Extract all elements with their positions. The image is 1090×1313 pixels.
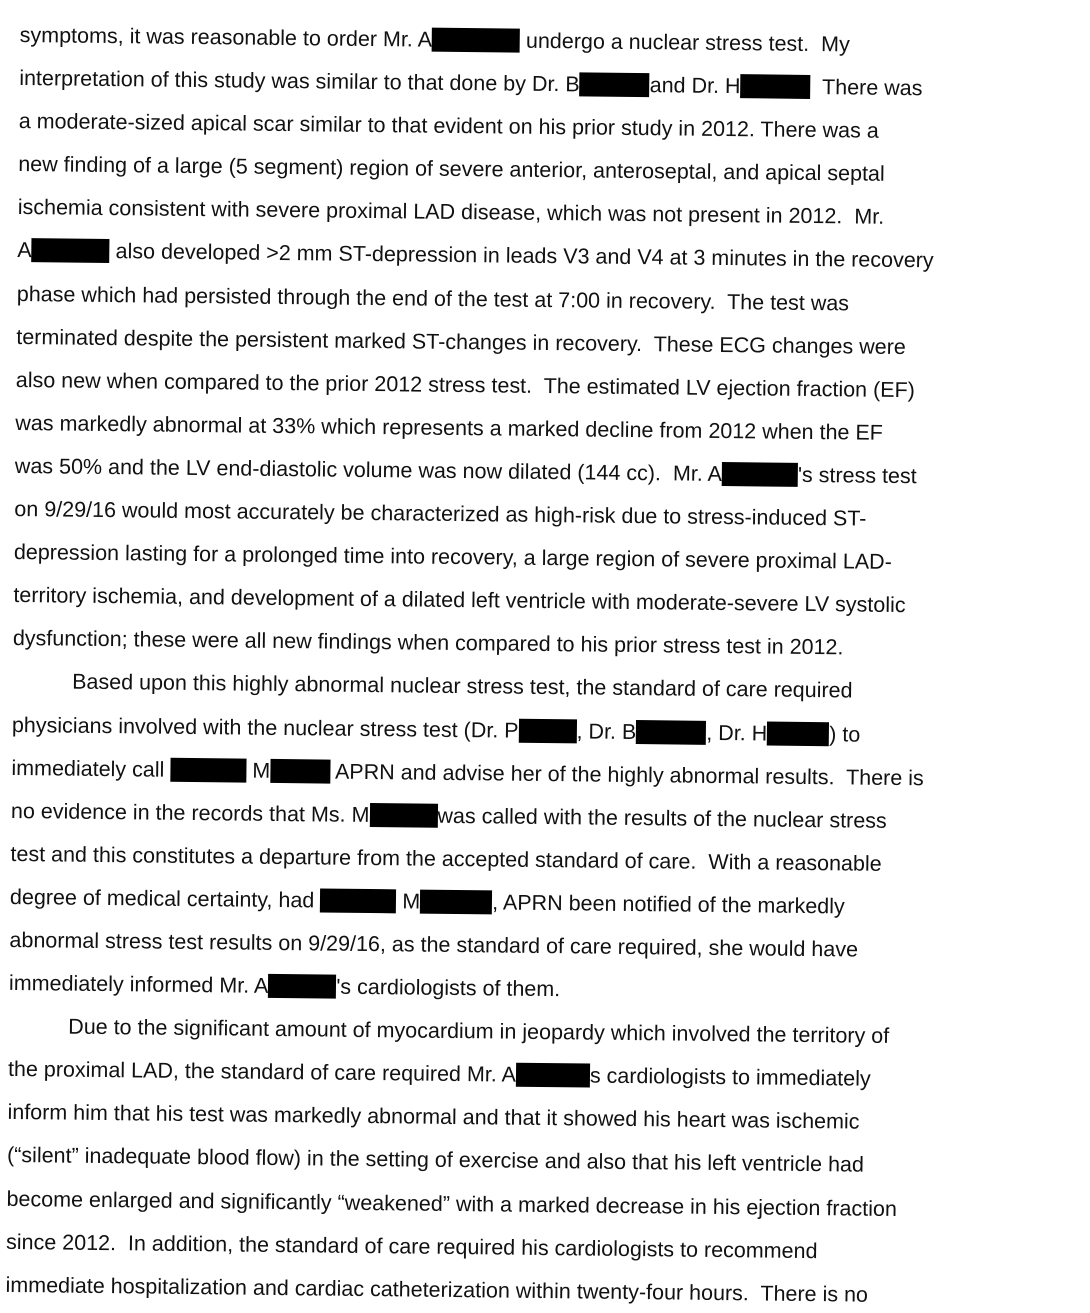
redaction-box: [767, 721, 829, 746]
text-segment: 's cardiologists of them.: [336, 974, 561, 1002]
text-segment: was markedly abnormal at 33% which represents a marked decline from 2012 when the EF: [15, 410, 884, 445]
text-segment: undergo a nuclear stress test. My: [519, 28, 850, 57]
text-segment: no evidence in the records that Ms. M: [10, 798, 370, 827]
text-segment: since 2012. In addition, the standard of care required his cardiologists to recommend: [5, 1229, 818, 1263]
text-segment: also new when compared to the prior 2012 stress test. The estimated LV ejection fraction (EF): [15, 367, 916, 402]
redaction-box: [518, 718, 576, 743]
paragraph-p1: [13, 14, 1082, 672]
text-segment: depression lasting for a prolonged time into recovery, a large region of severe proximal LAD-: [13, 540, 892, 575]
redaction-box: [740, 74, 810, 99]
text-segment: symptoms, it was reasonable to order Mr. A: [19, 22, 433, 52]
text-segment: A: [17, 238, 32, 263]
paragraph-p2: [9, 660, 1075, 1017]
text-segment: was 50% and the LV end-diastolic volume was now dilated (144 cc). Mr. A: [14, 453, 723, 486]
text-segment: a moderate-sized apical scar similar to that evident on his prior study in 2012. There was a: [18, 109, 879, 143]
redaction-box: [722, 462, 798, 487]
text-segment: abnormal stress test results on 9/29/16, as the standard of care required, she would have: [9, 927, 859, 962]
text-segment: immediately informed Mr. A: [8, 971, 269, 998]
redaction-box: [170, 757, 246, 782]
redaction-box: [420, 889, 492, 914]
text-segment: dysfunction; these were all new findings when compared to his prior stress test in 2012.: [12, 626, 844, 660]
text-segment: APRN and advise her of the highly abnormal results. There is: [330, 759, 924, 790]
redaction-box: [636, 720, 706, 745]
text-segment: immediately call: [11, 755, 171, 782]
text-segment: physicians involved with the nuclear stress test (Dr. P: [11, 712, 519, 743]
redaction-box: [516, 1063, 590, 1088]
text-segment: on 9/29/16 would most accurately be characterized as high-risk due to stress-induced ST-: [14, 497, 867, 531]
text-segment: degree of medical certainty, had: [9, 884, 321, 913]
text-segment: inform him that his test was markedly abnormal and that it showed his heart was ischemic: [7, 1100, 860, 1134]
paragraph-p3: [5, 1005, 1070, 1313]
text-segment: Based upon this highly abnormal nuclear stress test, the standard of care required: [12, 669, 853, 703]
redaction-box: [268, 974, 336, 999]
text-segment: the proximal LAD, the standard of care required Mr. A: [7, 1057, 517, 1087]
text-segment: territory ischemia, and development of a dilated left ventricle with moderate-severe LV systolic: [13, 583, 906, 618]
redaction-box: [369, 803, 437, 828]
text-segment: M: [396, 889, 421, 914]
text-segment: interpretation of this study was similar to that done by Dr. B: [19, 66, 580, 97]
document-body: [5, 14, 1082, 1313]
text-segment: phase which had persisted through the end of the test at 7:00 in recovery. The test was: [16, 281, 850, 315]
text-segment: immediate hospitalization and cardiac catheterization within twenty-four hours. There is no: [5, 1272, 869, 1307]
text-segment: (“silent” inadequate blood flow) in the setting of exercise and also that his left ventricle had: [6, 1143, 865, 1178]
text-segment: M: [246, 758, 271, 783]
redaction-box: [32, 239, 110, 264]
text-segment: ) to: [829, 721, 861, 747]
text-segment: and Dr. H: [649, 73, 741, 99]
text-segment: 's stress test: [797, 462, 917, 489]
text-segment: was called with the results of the nuclear stress: [437, 803, 887, 833]
text-segment: also developed >2 mm ST-depression in leads V3 and V4 at 3 minutes in the recovery: [109, 239, 934, 273]
text-segment: , Dr. H: [706, 720, 768, 746]
redaction-box: [580, 72, 650, 97]
text-segment: Due to the significant amount of myocardium in jeopardy which involved the territory of: [8, 1014, 890, 1049]
text-segment: terminated despite the persistent marked ST-changes in recovery. These ECG changes were: [16, 324, 906, 359]
redaction-box: [320, 888, 396, 913]
text-segment: s cardiologists to immediately: [589, 1063, 871, 1091]
redaction-box: [270, 758, 330, 783]
redaction-box: [432, 28, 520, 53]
text-segment: become enlarged and significantly “weakened” with a marked decrease in his ejection fraction: [6, 1186, 898, 1221]
text-segment: ischemia consistent with severe proximal LAD disease, which was not present in 2012. Mr.: [17, 195, 885, 230]
text-segment: , Dr. B: [576, 718, 637, 744]
text-segment: new finding of a large (5 segment) region of severe anterior, anteroseptal, and apical septal: [18, 152, 885, 187]
text-segment: There was: [810, 75, 923, 101]
text-segment: test and this constitutes a departure from the accepted standard of care. With a reasonable: [10, 841, 882, 876]
text-segment: , APRN been notified of the markedly: [492, 890, 845, 919]
